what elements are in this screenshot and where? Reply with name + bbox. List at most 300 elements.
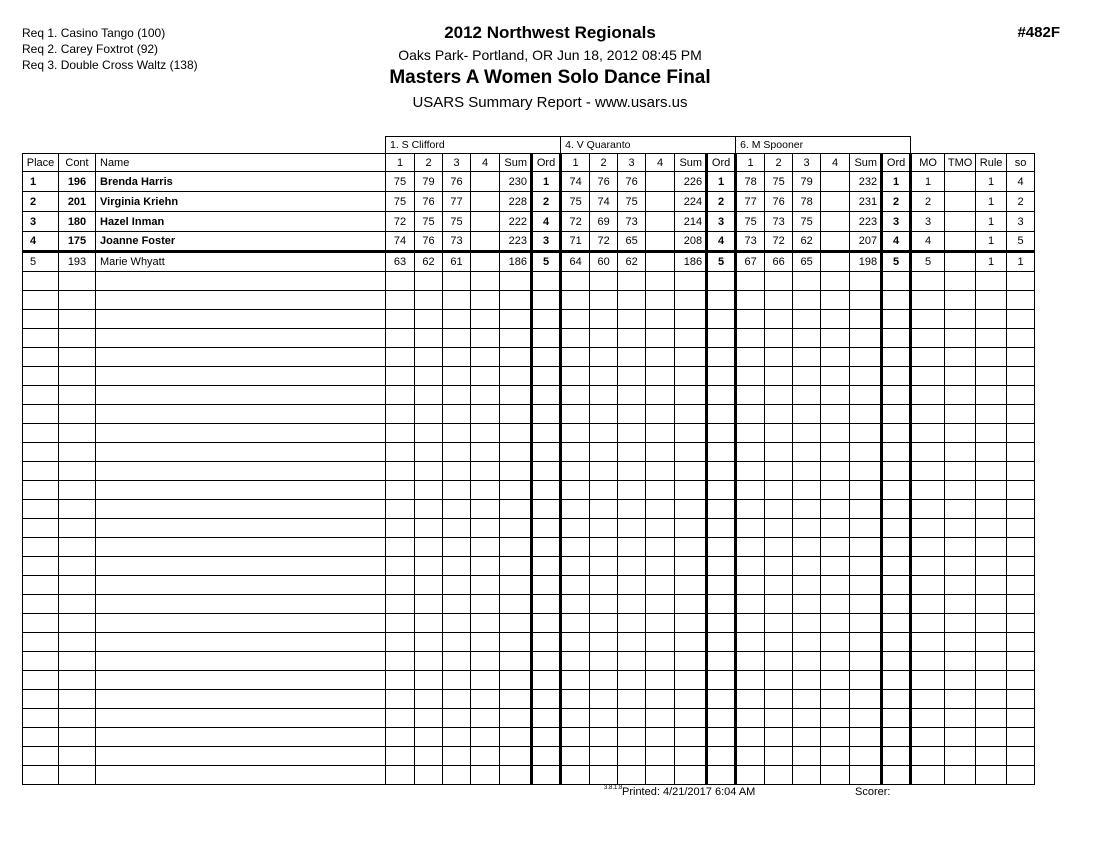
judge-name-cell: 6. M Spooner [736, 137, 911, 154]
score-cell: 75 [765, 172, 793, 192]
score-cell [618, 405, 646, 424]
sum-cell [850, 291, 882, 310]
skater-name-cell: Joanne Foster [96, 232, 386, 252]
score-cell [821, 329, 850, 348]
score-cell: 77 [736, 192, 765, 212]
score-cell [415, 690, 443, 709]
score-cell [386, 671, 415, 690]
score-cell [471, 462, 500, 481]
score-cell [415, 462, 443, 481]
contestant-number-cell: 180 [59, 212, 96, 232]
contestant-number-cell [59, 709, 96, 728]
score-cell [821, 500, 850, 519]
score-cell [765, 614, 793, 633]
score-cell [646, 367, 675, 386]
mo-cell: 1 [911, 172, 945, 192]
ordinal-cell [707, 481, 736, 500]
ordinal-cell [882, 538, 911, 557]
tmo-cell [945, 348, 976, 367]
tmo-cell [945, 557, 976, 576]
score-cell [386, 329, 415, 348]
score-cell [821, 633, 850, 652]
place-cell [23, 633, 59, 652]
ordinal-cell [707, 576, 736, 595]
ordinal-cell [882, 405, 911, 424]
score-cell [765, 766, 793, 785]
ordinal-cell [532, 462, 561, 481]
score-cell [561, 462, 590, 481]
score-cell [618, 671, 646, 690]
score-cell [590, 405, 618, 424]
sum-cell [675, 633, 707, 652]
ordinal-cell [707, 538, 736, 557]
score-cell [618, 690, 646, 709]
score-cell [590, 538, 618, 557]
sum-cell [500, 728, 532, 747]
score-col-header: 2 [765, 154, 793, 172]
score-cell [561, 405, 590, 424]
sum-cell [500, 709, 532, 728]
score-cell [415, 310, 443, 329]
skater-name-cell: Brenda Harris [96, 172, 386, 192]
ordinal-cell: 4 [707, 232, 736, 252]
rule-cell [976, 557, 1007, 576]
score-cell: 62 [415, 252, 443, 272]
sum-header: Sum [675, 154, 707, 172]
sum-cell [500, 386, 532, 405]
score-col-header: 4 [646, 154, 675, 172]
contestant-number-cell [59, 671, 96, 690]
score-cell [471, 443, 500, 462]
score-cell: 73 [443, 232, 471, 252]
mo-cell [911, 272, 945, 291]
tmo-cell [945, 652, 976, 671]
tmo-cell [945, 367, 976, 386]
so-cell [1007, 728, 1035, 747]
score-cell [736, 671, 765, 690]
sum-cell [675, 481, 707, 500]
skater-name-cell [96, 291, 386, 310]
sum-header: Sum [500, 154, 532, 172]
score-cell [590, 443, 618, 462]
score-cell [471, 212, 500, 232]
sum-cell [675, 329, 707, 348]
requirement-line-3: Req 3. Double Cross Waltz (138) [22, 58, 198, 72]
score-cell [386, 348, 415, 367]
so-cell [1007, 443, 1035, 462]
mo-cell [911, 576, 945, 595]
ordinal-cell [882, 386, 911, 405]
sum-cell [500, 633, 532, 652]
contestant-number-cell [59, 652, 96, 671]
report-title: USARS Summary Report - www.usars.us [412, 94, 688, 111]
contestant-number-cell [59, 747, 96, 766]
score-cell [443, 690, 471, 709]
name-header: Name [96, 154, 386, 172]
sum-cell [675, 462, 707, 481]
ordinal-cell [532, 576, 561, 595]
so-cell [1007, 557, 1035, 576]
score-cell: 71 [561, 232, 590, 252]
rule-cell [976, 424, 1007, 443]
sum-cell [675, 709, 707, 728]
sum-cell [500, 519, 532, 538]
ordinal-cell [882, 747, 911, 766]
score-cell: 76 [765, 192, 793, 212]
ordinal-cell [882, 443, 911, 462]
score-cell [765, 576, 793, 595]
sum-cell [500, 462, 532, 481]
score-cell [793, 633, 821, 652]
rule-cell [976, 405, 1007, 424]
ordinal-cell [532, 481, 561, 500]
score-cell [618, 310, 646, 329]
score-cell: 61 [443, 252, 471, 272]
so-cell [1007, 614, 1035, 633]
score-col-header: 2 [590, 154, 618, 172]
contestant-number-cell [59, 329, 96, 348]
sum-cell: 226 [675, 172, 707, 192]
sum-cell [675, 424, 707, 443]
mo-cell [911, 747, 945, 766]
sum-cell [850, 576, 882, 595]
score-cell [765, 310, 793, 329]
sum-cell [850, 766, 882, 785]
score-cell [646, 766, 675, 785]
sum-cell: 228 [500, 192, 532, 212]
mo-cell [911, 386, 945, 405]
score-cell [793, 272, 821, 291]
ordinal-cell [707, 329, 736, 348]
score-cell [793, 595, 821, 614]
contestant-number-cell [59, 348, 96, 367]
so-cell [1007, 291, 1035, 310]
score-cell: 79 [415, 172, 443, 192]
score-cell [561, 557, 590, 576]
contestant-header: Cont [59, 154, 96, 172]
score-cell [386, 614, 415, 633]
contestant-number-cell [59, 557, 96, 576]
score-cell: 76 [415, 232, 443, 252]
score-cell: 62 [618, 252, 646, 272]
sum-cell [850, 386, 882, 405]
score-cell [386, 462, 415, 481]
event-number: #482F [1017, 24, 1060, 41]
score-cell [793, 329, 821, 348]
score-cell [386, 709, 415, 728]
rule-cell [976, 519, 1007, 538]
skater-name-cell [96, 538, 386, 557]
score-cell [415, 538, 443, 557]
place-cell [23, 462, 59, 481]
score-cell [471, 232, 500, 252]
ordinal-cell [882, 291, 911, 310]
score-cell [821, 386, 850, 405]
sum-cell [850, 462, 882, 481]
mo-cell [911, 481, 945, 500]
ordinal-cell: 2 [532, 192, 561, 212]
score-cell [821, 272, 850, 291]
score-cell [618, 747, 646, 766]
score-cell [443, 481, 471, 500]
score-cell [443, 614, 471, 633]
score-cell [765, 291, 793, 310]
score-cell [646, 272, 675, 291]
score-cell [471, 291, 500, 310]
event-title: Masters A Women Solo Dance Final [389, 67, 711, 88]
score-cell [415, 671, 443, 690]
score-cell [386, 500, 415, 519]
ordinal-cell [532, 766, 561, 785]
score-cell [590, 272, 618, 291]
ord-header: Ord [882, 154, 911, 172]
mo-cell [911, 709, 945, 728]
score-cell [443, 348, 471, 367]
score-cell [646, 614, 675, 633]
score-cell [736, 500, 765, 519]
tmo-cell [945, 252, 976, 272]
tmo-cell [945, 766, 976, 785]
rule-cell: 1 [976, 172, 1007, 192]
score-cell [736, 614, 765, 633]
rule-cell: 1 [976, 232, 1007, 252]
place-cell [23, 386, 59, 405]
score-cell [561, 595, 590, 614]
ordinal-cell [882, 709, 911, 728]
score-cell [415, 443, 443, 462]
score-cell [618, 557, 646, 576]
score-cell [793, 462, 821, 481]
sum-cell [850, 519, 882, 538]
score-cell [736, 709, 765, 728]
mo-cell [911, 690, 945, 709]
score-cell: 64 [561, 252, 590, 272]
place-cell [23, 291, 59, 310]
empty-row [23, 291, 1035, 310]
skater-name-cell [96, 595, 386, 614]
sum-cell: 224 [675, 192, 707, 212]
score-cell [415, 709, 443, 728]
so-cell [1007, 595, 1035, 614]
ordinal-cell [707, 747, 736, 766]
rule-cell [976, 291, 1007, 310]
score-col-header: 3 [793, 154, 821, 172]
score-cell [443, 405, 471, 424]
score-cell [561, 272, 590, 291]
score-cell [471, 424, 500, 443]
contestant-number-cell [59, 614, 96, 633]
score-cell [736, 481, 765, 500]
skater-name-cell [96, 272, 386, 291]
skater-name-cell [96, 709, 386, 728]
score-cell: 69 [590, 212, 618, 232]
contestant-number-cell [59, 538, 96, 557]
score-cell [443, 519, 471, 538]
ordinal-cell [882, 557, 911, 576]
score-cell [736, 462, 765, 481]
so-cell [1007, 766, 1035, 785]
place-cell [23, 424, 59, 443]
judge-name-cell: 1. S Clifford [386, 137, 561, 154]
sum-cell [675, 576, 707, 595]
empty-row [23, 348, 1035, 367]
score-cell [415, 557, 443, 576]
score-cell [618, 272, 646, 291]
score-cell [443, 386, 471, 405]
score-cell [765, 481, 793, 500]
software-version: 3.8.1.8 [604, 785, 623, 791]
skater-name-cell [96, 652, 386, 671]
score-cell [736, 728, 765, 747]
score-cell [821, 614, 850, 633]
empty-row [23, 329, 1035, 348]
rule-cell [976, 462, 1007, 481]
score-cell [386, 291, 415, 310]
score-cell [646, 252, 675, 272]
score-cell [590, 424, 618, 443]
tmo-cell [945, 291, 976, 310]
score-cell [443, 329, 471, 348]
tmo-cell [945, 595, 976, 614]
score-cell [590, 595, 618, 614]
score-cell [561, 291, 590, 310]
sum-cell: 207 [850, 232, 882, 252]
score-cell [736, 538, 765, 557]
score-cell: 67 [736, 252, 765, 272]
place-cell [23, 348, 59, 367]
score-cell [618, 424, 646, 443]
sum-cell [675, 766, 707, 785]
place-header: Place [23, 154, 59, 172]
contestant-number-cell [59, 272, 96, 291]
ordinal-cell [882, 671, 911, 690]
empty-row [23, 367, 1035, 386]
empty-row [23, 728, 1035, 747]
score-cell [415, 728, 443, 747]
score-cell [386, 443, 415, 462]
sum-cell [500, 747, 532, 766]
tmo-cell [945, 462, 976, 481]
score-cell [793, 405, 821, 424]
score-cell [821, 709, 850, 728]
score-cell [386, 595, 415, 614]
place-cell [23, 405, 59, 424]
so-cell [1007, 671, 1035, 690]
score-cell [386, 747, 415, 766]
score-cell [765, 690, 793, 709]
score-cell [561, 728, 590, 747]
ordinal-cell [882, 481, 911, 500]
ordinal-cell [532, 348, 561, 367]
ordinal-cell [532, 443, 561, 462]
skater-name-cell [96, 424, 386, 443]
score-cell [765, 386, 793, 405]
score-cell: 62 [793, 232, 821, 252]
so-cell [1007, 329, 1035, 348]
score-cell [618, 595, 646, 614]
score-cell [561, 386, 590, 405]
sum-cell [500, 310, 532, 329]
so-cell [1007, 747, 1035, 766]
sum-cell [675, 557, 707, 576]
score-cell [821, 747, 850, 766]
place-cell: 2 [23, 192, 59, 212]
score-cell [736, 367, 765, 386]
empty-row [23, 462, 1035, 481]
mo-cell [911, 595, 945, 614]
place-cell [23, 652, 59, 671]
so-header: so [1007, 154, 1035, 172]
skater-name-cell [96, 443, 386, 462]
contestant-number-cell [59, 424, 96, 443]
ordinal-cell: 1 [532, 172, 561, 192]
rule-cell [976, 386, 1007, 405]
sum-cell [850, 633, 882, 652]
empty-row [23, 386, 1035, 405]
score-cell [618, 500, 646, 519]
score-cell [443, 272, 471, 291]
sum-cell [850, 443, 882, 462]
results-table-body [23, 137, 1035, 785]
mo-cell [911, 728, 945, 747]
sum-cell [850, 690, 882, 709]
skater-name-cell [96, 348, 386, 367]
sum-cell [675, 519, 707, 538]
score-cell [561, 747, 590, 766]
ordinal-cell [707, 519, 736, 538]
score-cell [471, 386, 500, 405]
score-cell: 65 [618, 232, 646, 252]
ordinal-cell [532, 747, 561, 766]
skater-name-cell: Virginia Kriehn [96, 192, 386, 212]
tmo-cell [945, 576, 976, 595]
empty-row [23, 671, 1035, 690]
score-cell: 74 [561, 172, 590, 192]
so-cell [1007, 310, 1035, 329]
score-cell [646, 652, 675, 671]
score-cell [821, 443, 850, 462]
score-cell [793, 576, 821, 595]
score-cell [793, 310, 821, 329]
score-cell [736, 747, 765, 766]
tmo-cell [945, 709, 976, 728]
score-cell: 75 [736, 212, 765, 232]
ordinal-cell [882, 500, 911, 519]
score-cell [415, 766, 443, 785]
score-col-header: 4 [471, 154, 500, 172]
mo-cell: 2 [911, 192, 945, 212]
mo-cell [911, 310, 945, 329]
ordinal-cell [707, 367, 736, 386]
ordinal-cell [882, 310, 911, 329]
score-cell [561, 538, 590, 557]
sum-cell: 230 [500, 172, 532, 192]
contestant-number-cell [59, 690, 96, 709]
tmo-header: TMO [945, 154, 976, 172]
score-cell [821, 348, 850, 367]
score-cell [618, 709, 646, 728]
empty-row [23, 519, 1035, 538]
ordinal-cell: 5 [707, 252, 736, 272]
score-cell [590, 462, 618, 481]
score-cell [590, 747, 618, 766]
ordinal-cell [707, 728, 736, 747]
score-cell [415, 405, 443, 424]
ordinal-cell: 2 [707, 192, 736, 212]
ordinal-cell [532, 595, 561, 614]
contestant-number-cell [59, 367, 96, 386]
score-cell [821, 367, 850, 386]
